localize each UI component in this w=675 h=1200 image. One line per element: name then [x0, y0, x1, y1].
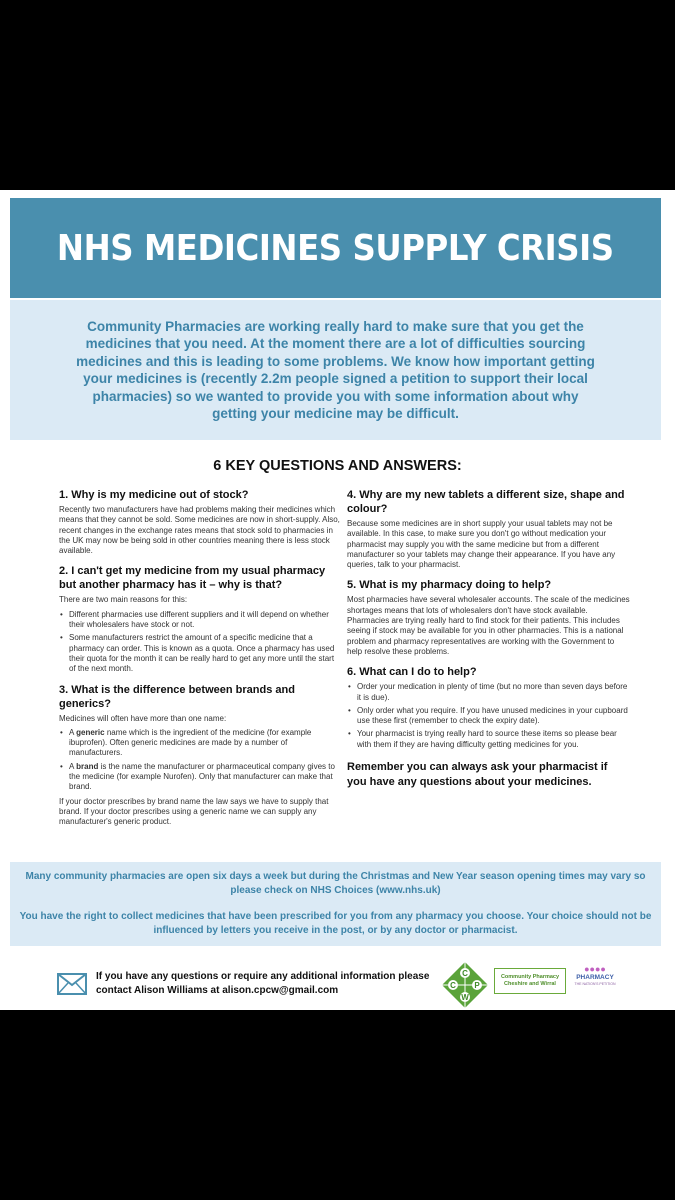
- people-icon: ●●●●: [584, 964, 606, 974]
- intro-text: Community Pharmacies are working really hard to make sure that you get the medicines that you need. At the moment there are a lot of difficulties sourcing medicines and this is leading to some problems. We know how important getting your medicines is (recently 2.2m people signed a petition to support their local pharmacies) so we wanted to provide you with some information about why getting your medicine may be difficult.: [76, 318, 595, 421]
- question-5: [347, 578, 630, 657]
- logo-text: PHARMACY: [576, 974, 614, 981]
- community-pharmacy-logo: [494, 968, 566, 994]
- question-3: [59, 683, 342, 828]
- list-item: • Order your medication in plenty of time (but no more than seven days before it is due).: [347, 682, 630, 703]
- question-6-heading: 6. What can I do to help?: [347, 666, 477, 679]
- text-fragment: A: [69, 727, 77, 737]
- question-2-heading: 2. I can't get my medicine from my usual pharmacy but another pharmacy has it – why is that?: [59, 565, 326, 592]
- brand-term: brand: [76, 761, 99, 771]
- list-item: [59, 762, 342, 793]
- logo-letter: C: [450, 981, 456, 990]
- question-3-outro: If your doctor prescribes by brand name the law says we have to supply that brand. If your doctor prescribes using a generic name we can supply any manufacturer's generic product.: [59, 796, 329, 827]
- question-2: [59, 564, 342, 674]
- question-1-answer: Recently two manufacturers have had problems making their medicines which means that they cannot be sold. Some medicines are now in short-supply. Also, recent changes in the exchange rates means that stock sold to pharmacies in the UK may now be being sold in other countries meaning there is less stock available.: [59, 505, 340, 556]
- key-questions-title: 6 KEY QUESTIONS AND ANSWERS:: [213, 458, 462, 474]
- question-3-list: [59, 728, 342, 793]
- patient-rights-note: You have the right to collect medicines that have been prescribed for you from any pharmacy you choose. Your choice should not be influenced by letters you receive in the post, or by any doctor or pharmacist.: [19, 911, 652, 936]
- pharmacy-petition-logo: [572, 964, 618, 994]
- question-5-heading: 5. What is my pharmacy doing to help?: [347, 579, 552, 592]
- question-5-answer: Most pharmacies have several wholesaler accounts. The scale of the medicines shortages means that lots of wholesalers don't have stock available. Pharmacies are trying really hard to find stock for their patients. This includes seeing if stock may be available for you in other pharmacies. This is a national problem and pharmacy representatives are working with the Government to help resolve these problems.: [347, 595, 630, 656]
- left-column: [59, 488, 342, 836]
- question-6: [347, 665, 630, 750]
- question-4-heading: 4. Why are my new tablets a different size, shape and colour?: [347, 489, 625, 515]
- envelope-icon: [57, 973, 87, 995]
- opening-times-note: Many community pharmacies are open six days a week but during the Christmas and New Year season opening times may vary so please check on NHS Choices (www.nhs.uk): [25, 871, 646, 896]
- list-item: • Only order what you require. If you have unused medicines in your cupboard use these first (remember to check the expiry date).: [347, 706, 630, 727]
- question-3-intro: Medicines will often have more than one name:: [59, 713, 227, 723]
- text-fragment: is the name the manufacturer or pharmaceutical company gives to the medicine (for example Nurofen). Only that manufacturer can make that brand.: [69, 761, 335, 792]
- question-1-heading: 1. Why is my medicine out of stock?: [59, 489, 249, 501]
- question-2-list: [59, 610, 342, 675]
- logo-letter: C: [462, 969, 468, 978]
- text-fragment: name which is the ingredient of the medicine (for example ibuprofen). Often generic medicines are made by a number of manufacturers.: [69, 727, 312, 758]
- question-4-answer: Because some medicines are in short supply your usual tablets may not be available. In this case, to make sure you don't go without medication your pharmacist may supply you with the same medicine but from a different manufacturer so your tablets may change their appearance. If you have any queries, talk to your pharmacist.: [347, 519, 616, 570]
- question-3-heading: 3. What is the difference between brands and generics?: [59, 683, 295, 710]
- list-item: • Different pharmacies use different suppliers and it will depend on whether their wholesalers have stock or not.: [59, 610, 342, 631]
- title-banner: [10, 198, 661, 298]
- contact-info: If you have any questions or require any additional information please contact Alison Williams at alison.cpcw@gmail.com: [96, 971, 430, 996]
- remember-note: Remember you can always ask your pharmacist if you have any questions about your medicines.: [347, 761, 608, 788]
- text-fragment: A: [69, 761, 77, 771]
- logo-text: Cheshire and Wirral: [504, 981, 556, 987]
- question-4: [347, 488, 630, 570]
- footer-band: [10, 862, 661, 946]
- question-1: [59, 488, 342, 556]
- intro-band: [10, 300, 661, 440]
- logo-letter: P: [474, 981, 480, 990]
- list-item: • Some manufacturers restrict the amount of a specific medicine that a pharmacy can order. This is known as a quota. Once a pharmacy has used their quota for the month it can be really hard to get any more until the start of the next month.: [59, 633, 342, 674]
- cpcw-logo: [440, 960, 490, 1010]
- question-2-intro: There are two main reasons for this:: [59, 595, 188, 605]
- right-column: [347, 488, 630, 789]
- list-item: • Your pharmacist is trying really hard to source these items so please bear with them if they are having difficulty getting medicines for you.: [347, 729, 630, 750]
- logo-text: Community Pharmacy: [500, 974, 560, 980]
- poster: [0, 190, 675, 1010]
- logo-subtext: THE NATION'S PETITION: [574, 982, 616, 986]
- generic-term: generic: [76, 727, 105, 737]
- poster-title: NHS MEDICINES SUPPLY CRISIS: [57, 227, 614, 269]
- logo-letter: W: [461, 993, 469, 1002]
- question-6-list: [347, 682, 630, 750]
- list-item: [59, 728, 342, 759]
